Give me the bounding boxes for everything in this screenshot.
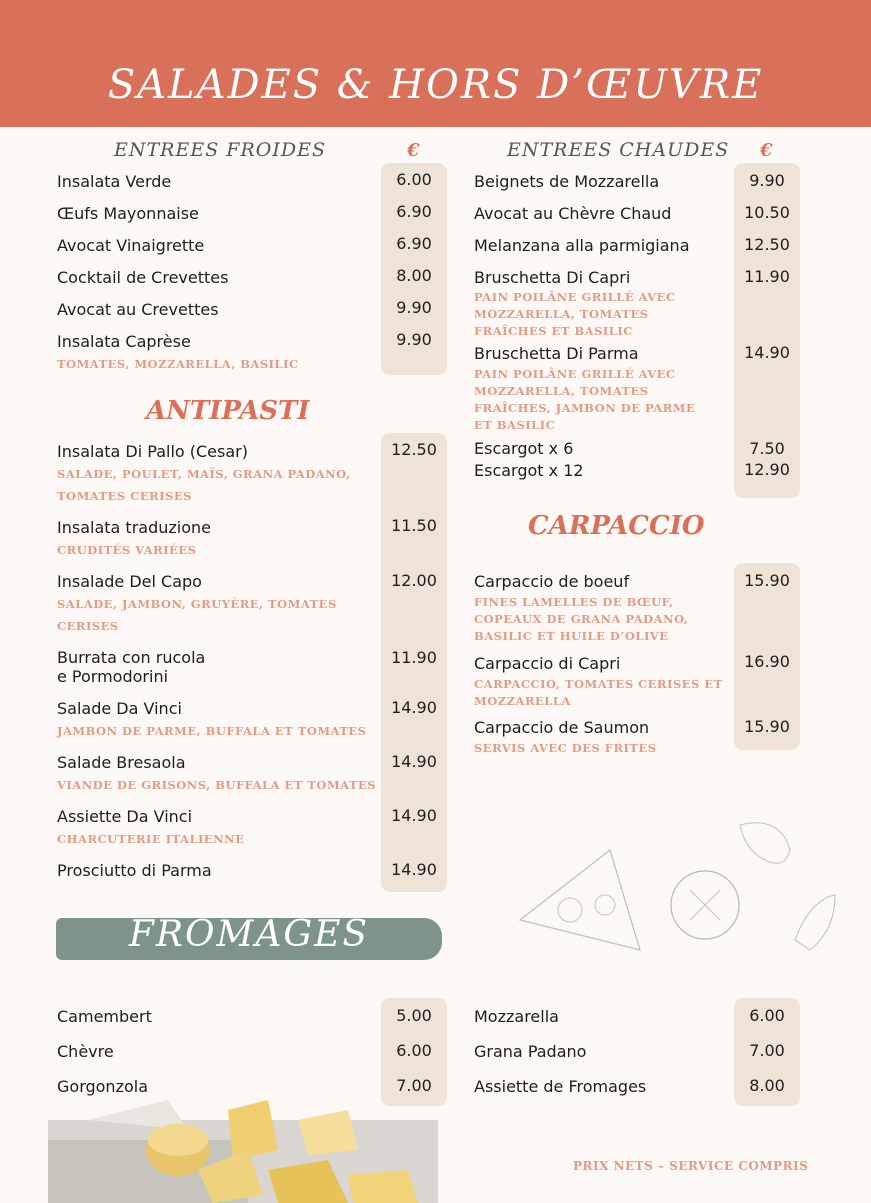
menu-item-name: Assiette Da Vinci <box>57 807 193 826</box>
menu-item-desc: PAIN POILÂNE GRILLÉ AVEC <box>474 290 676 304</box>
menu-item-desc: CRUDITÉS VARIÉES <box>57 543 197 557</box>
menu-item-desc: ET BASILIC <box>474 418 556 432</box>
menu-item-name: Burrata con rucola <box>57 648 206 667</box>
menu-item-price: 9.90 <box>396 330 432 349</box>
menu-item-price: 11.90 <box>744 267 790 286</box>
menu-item-name: Assiette de Fromages <box>474 1077 647 1096</box>
menu-item-name: Salade Bresaola <box>57 753 186 772</box>
menu-item-price: 15.90 <box>744 571 790 590</box>
entrees-froides-heading: ENTREES FROIDES <box>114 139 326 161</box>
menu-item-price: 6.00 <box>396 1041 432 1060</box>
antipasti-heading: ANTIPASTI <box>146 396 310 426</box>
menu-item-name: Escargot x 6 <box>474 439 574 458</box>
menu-item-name: Avocat Vinaigrette <box>57 236 205 255</box>
menu-item-desc: BASILIC ET HUILE D’OLIVE <box>474 629 669 643</box>
page-title: SALADES & HORS D’ŒUVRE <box>107 62 764 108</box>
menu-item-name: Insalade Del Capo <box>57 572 202 591</box>
menu-item-desc: JAMBON DE PARME, BUFFALA ET TOMATES <box>57 724 367 738</box>
menu-item-name: Insalata Caprèse <box>57 332 191 351</box>
menu-item-desc: FRAÎCHES, JAMBON DE PARME <box>474 401 696 415</box>
menu-item-name: Salade Da Vinci <box>57 699 182 718</box>
menu-item-name: Cocktail de Crevettes <box>57 268 229 287</box>
menu-item-price: 8.00 <box>749 1076 785 1095</box>
menu-item-name: Œufs Mayonnaise <box>57 204 199 223</box>
menu-item-desc: MOZZARELLA, TOMATES <box>474 307 649 321</box>
menu-item-desc: CARPACCIO, TOMATES CERISES ET <box>474 677 723 691</box>
menu-item-name: Camembert <box>57 1007 152 1026</box>
currency-symbol: € <box>760 140 773 161</box>
menu-item-desc: COPEAUX DE GRANA PADANO, <box>474 612 689 626</box>
menu-item-name: Melanzana alla parmigiana <box>474 236 690 255</box>
menu-item-price: 11.50 <box>391 516 437 535</box>
menu-item-price: 5.00 <box>396 1006 432 1025</box>
menu-item-price: 12.00 <box>391 571 437 590</box>
menu-item-price: 7.00 <box>396 1076 432 1095</box>
menu-item-desc: TOMATES, MOZZARELLA, BASILIC <box>57 357 299 371</box>
menu-item-name: Beignets de Mozzarella <box>474 172 660 191</box>
menu-item-desc: MOZZARELLA <box>474 694 571 708</box>
carpaccio-heading: CARPACCIO <box>528 511 705 541</box>
menu-item-desc: SALADE, JAMBON, GRUYÈRE, TOMATES <box>57 597 337 611</box>
entrees-chaudes-heading: ENTREES CHAUDES <box>507 139 730 161</box>
menu-item-name: Avocat au Crevettes <box>57 300 219 319</box>
menu-item-price: 7.50 <box>749 439 785 458</box>
menu-item-name: Chèvre <box>57 1042 114 1061</box>
menu-item-desc: SERVIS AVEC DES FRITES <box>474 741 657 755</box>
menu-item-price: 16.90 <box>744 652 790 671</box>
menu-item-name: Insalata traduzione <box>57 518 211 537</box>
menu-item-name: Escargot x 12 <box>474 461 584 480</box>
menu-item-name: Mozzarella <box>474 1007 559 1026</box>
menu-item-price: 11.90 <box>391 648 437 667</box>
menu-item-price: 10.50 <box>744 203 790 222</box>
menu-item-name: Carpaccio de boeuf <box>474 572 630 591</box>
footer-note: PRIX NETS – SERVICE COMPRIS <box>573 1159 809 1173</box>
menu-item-name: Bruschetta Di Capri <box>474 268 631 287</box>
food-sketch-illustration <box>510 810 850 960</box>
menu-item-name: Bruschetta Di Parma <box>474 344 639 363</box>
menu-item-price: 9.90 <box>749 171 785 190</box>
menu-item-name: Grana Padano <box>474 1042 587 1061</box>
menu-item-desc: FINES LAMELLES DE BŒUF, <box>474 595 674 609</box>
menu-item-price: 12.90 <box>744 460 790 479</box>
menu-item-name: Prosciutto di Parma <box>57 861 212 880</box>
menu-item-price: 9.90 <box>396 298 432 317</box>
menu-item-desc: FRAÎCHES ET BASILIC <box>474 324 633 338</box>
menu-item-name: Carpaccio de Saumon <box>474 718 650 737</box>
menu-item-price: 14.90 <box>391 860 437 879</box>
menu-item-price: 14.90 <box>391 806 437 825</box>
menu-item-name: Insalata Verde <box>57 172 172 191</box>
menu-item-price: 14.90 <box>391 752 437 771</box>
menu-item-name: Carpaccio di Capri <box>474 654 621 673</box>
menu-item-price: 12.50 <box>744 235 790 254</box>
menu-item-price: 6.00 <box>396 170 432 189</box>
menu-item-name: Avocat au Chèvre Chaud <box>474 204 672 223</box>
menu-item-price: 8.00 <box>396 266 432 285</box>
menu-item-desc: PAIN POILÂNE GRILLÉ AVEC <box>474 367 676 381</box>
cheese-photo <box>48 1080 438 1203</box>
menu-item-price: 15.90 <box>744 717 790 736</box>
currency-symbol: € <box>407 140 420 161</box>
menu-item-name-line2: e Pormodorini <box>57 667 169 686</box>
menu-item-price: 14.90 <box>391 698 437 717</box>
menu-item-price: 12.50 <box>391 440 437 459</box>
menu-item-desc: MOZZARELLA, TOMATES <box>474 384 649 398</box>
menu-item-name: Insalata Di Pallo (Cesar) <box>57 442 248 461</box>
menu-item-desc: CHARCUTERIE ITALIENNE <box>57 832 245 846</box>
menu-item-price: 6.00 <box>749 1006 785 1025</box>
menu-item-price: 6.90 <box>396 234 432 253</box>
fromages-heading: FROMAGES <box>128 914 370 955</box>
menu-item-price: 6.90 <box>396 202 432 221</box>
menu-item-name: Gorgonzola <box>57 1077 149 1096</box>
menu-item-desc: VIANDE DE GRISONS, BUFFALA ET TOMATES <box>57 778 377 792</box>
menu-item-desc: CERISES <box>57 619 119 633</box>
menu-item-price: 7.00 <box>749 1041 785 1060</box>
menu-item-desc: TOMATES CERISES <box>57 489 192 503</box>
menu-item-price: 14.90 <box>744 343 790 362</box>
menu-item-desc: SALADE, POULET, MAÏS, GRANA PADANO, <box>57 467 351 481</box>
